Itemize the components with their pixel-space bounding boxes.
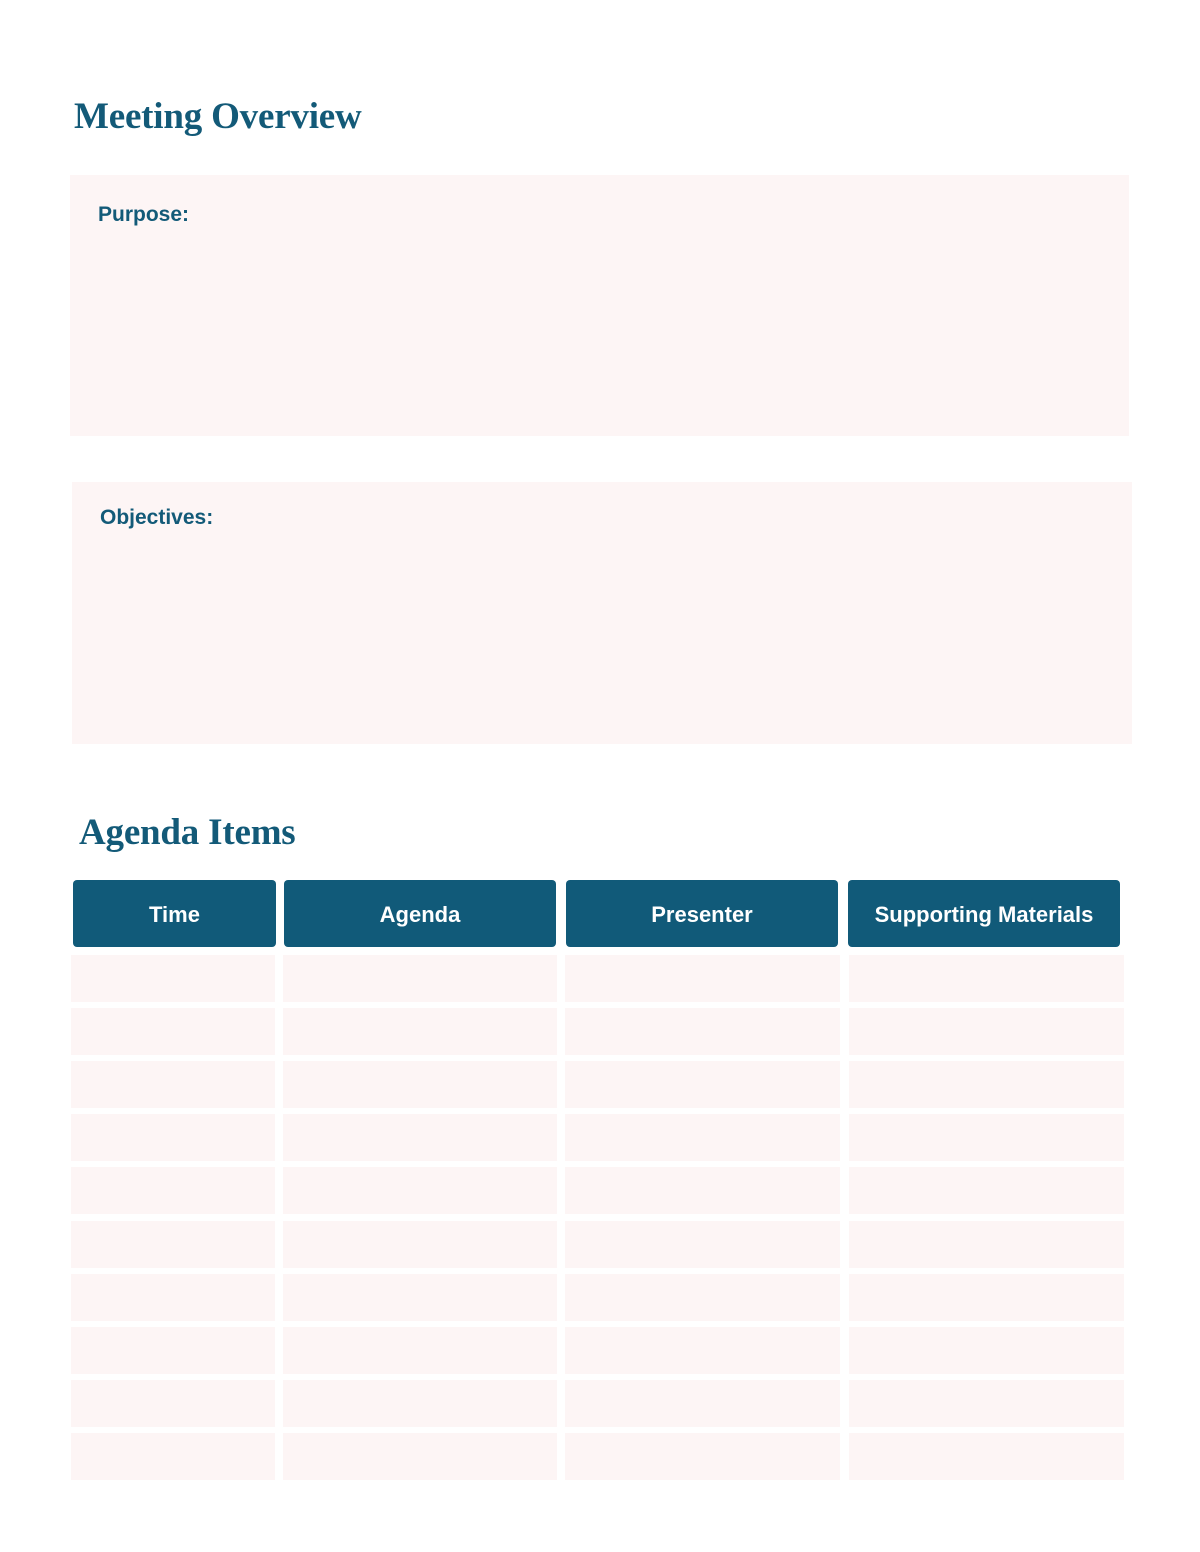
- agenda-cell-agenda[interactable]: [283, 1380, 557, 1427]
- agenda-cell-supporting-materials[interactable]: [849, 1167, 1124, 1214]
- agenda-cell-supporting-materials[interactable]: [849, 1061, 1124, 1108]
- agenda-cell-presenter[interactable]: [565, 1327, 840, 1374]
- agenda-cell-time[interactable]: [71, 1274, 275, 1321]
- agenda-cell-supporting-materials[interactable]: [849, 1433, 1124, 1480]
- agenda-cell-presenter[interactable]: [565, 1433, 840, 1480]
- purpose-panel[interactable]: [70, 175, 1129, 436]
- agenda-cell-time[interactable]: [71, 1380, 275, 1427]
- column-header-presenter: [566, 880, 838, 947]
- agenda-cell-supporting-materials[interactable]: [849, 1327, 1124, 1374]
- meeting-overview-heading: Meeting Overview: [74, 96, 362, 137]
- agenda-cell-presenter[interactable]: [565, 1274, 840, 1321]
- agenda-cell-presenter[interactable]: [565, 1380, 840, 1427]
- agenda-cell-presenter[interactable]: [565, 1008, 840, 1055]
- objectives-panel[interactable]: [72, 482, 1132, 744]
- column-header-time: [73, 880, 276, 947]
- agenda-cell-time[interactable]: [71, 1167, 275, 1214]
- column-header-agenda: [284, 880, 556, 947]
- agenda-cell-supporting-materials[interactable]: [849, 1008, 1124, 1055]
- objectives-label: Objectives:: [100, 506, 214, 529]
- agenda-cell-supporting-materials[interactable]: [849, 955, 1124, 1002]
- agenda-cell-presenter[interactable]: [565, 1061, 840, 1108]
- agenda-cell-time[interactable]: [71, 1114, 275, 1161]
- agenda-cell-supporting-materials[interactable]: [849, 1274, 1124, 1321]
- agenda-cell-agenda[interactable]: [283, 1114, 557, 1161]
- agenda-cell-agenda[interactable]: [283, 1008, 557, 1055]
- purpose-label: Purpose:: [98, 203, 190, 226]
- agenda-cell-time[interactable]: [71, 1221, 275, 1268]
- agenda-cell-supporting-materials[interactable]: [849, 1380, 1124, 1427]
- column-header-label: Time: [149, 902, 200, 927]
- agenda-cell-presenter[interactable]: [565, 1221, 840, 1268]
- agenda-cell-agenda[interactable]: [283, 955, 557, 1002]
- agenda-cell-presenter[interactable]: [565, 1114, 840, 1161]
- agenda-cell-agenda[interactable]: [283, 1167, 557, 1214]
- agenda-cell-agenda[interactable]: [283, 1433, 557, 1480]
- column-header-label: Presenter: [651, 902, 753, 927]
- column-header-label: Supporting Materials: [874, 902, 1094, 927]
- agenda-cell-agenda[interactable]: [283, 1221, 557, 1268]
- agenda-cell-supporting-materials[interactable]: [849, 1221, 1124, 1268]
- column-header-supporting-materials: [848, 880, 1120, 947]
- column-header-label: Agenda: [379, 902, 461, 927]
- agenda-items-heading: Agenda Items: [79, 812, 296, 853]
- agenda-cell-agenda[interactable]: [283, 1061, 557, 1108]
- agenda-cell-time[interactable]: [71, 1433, 275, 1480]
- agenda-cell-time[interactable]: [71, 1327, 275, 1374]
- agenda-cell-presenter[interactable]: [565, 1167, 840, 1214]
- agenda-cell-supporting-materials[interactable]: [849, 1114, 1124, 1161]
- agenda-cell-presenter[interactable]: [565, 955, 840, 1002]
- agenda-cell-time[interactable]: [71, 955, 275, 1002]
- agenda-cell-time[interactable]: [71, 1061, 275, 1108]
- agenda-cell-time[interactable]: [71, 1008, 275, 1055]
- agenda-cell-agenda[interactable]: [283, 1274, 557, 1321]
- agenda-cell-agenda[interactable]: [283, 1327, 557, 1374]
